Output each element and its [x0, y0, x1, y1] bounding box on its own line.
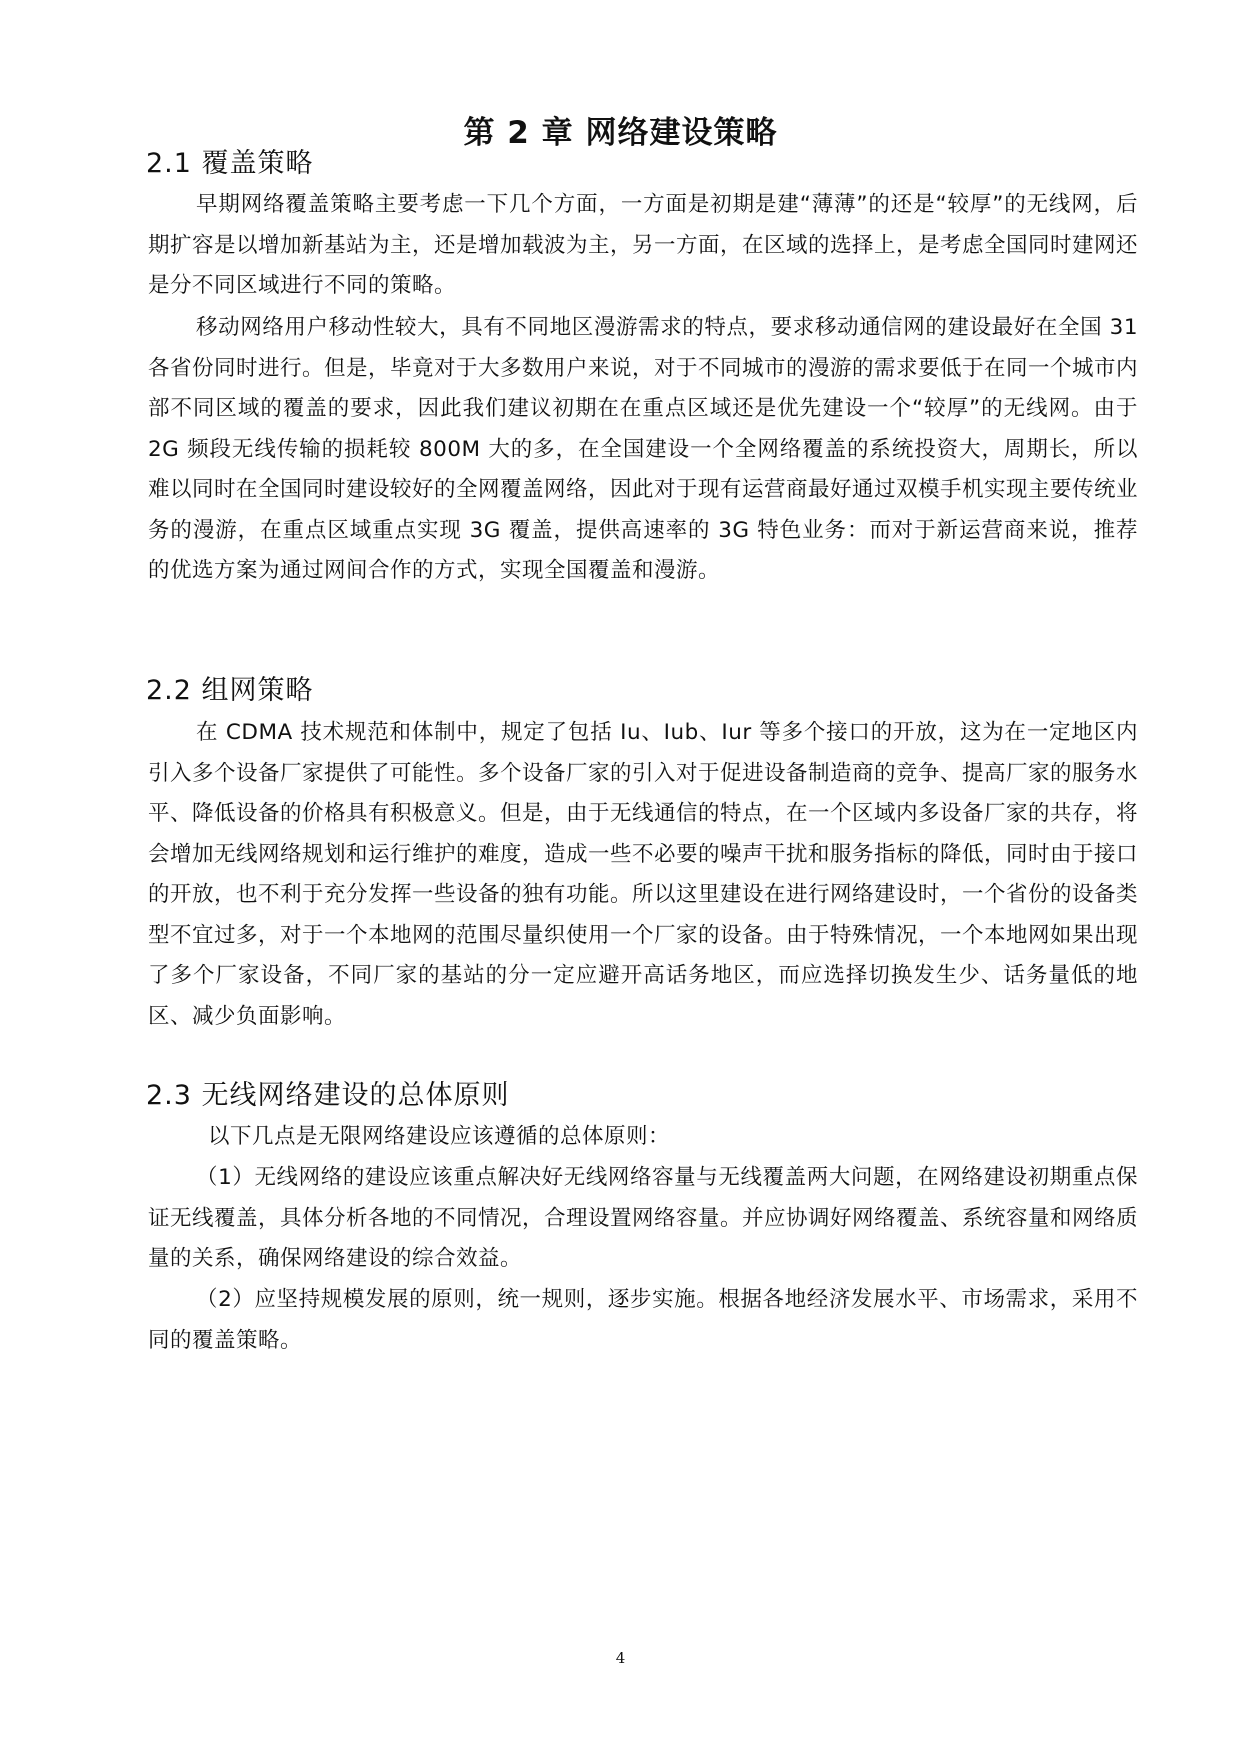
section-heading-2-1: 2.1 覆盖策略: [146, 148, 314, 179]
paragraph: 在 CDMA 技术规范和体制中，规定了包括 Iu、Iub、Iur 等多个接口的开放，这为在一定地区内引入多个设备厂家提供了可能性。多个设备厂家的引入对于促进设备制造商的竞争、提高厂家的服务水平、降低设备的价格具有积极意义。但是，由于无线通信的特点，在一个区域内多设备厂家的共存，将会增加无线网络规划和运行维护的难度，造成一些不必要的噪声干扰和服务指标的降低，同时由于接口的开放，也不利于充分发挥一些设备的独有功能。所以这里建设在进行网络建设时，一个省份的设备类型不宜过多，对于一个本地网的范围尽量织使用一个厂家的设备。由于特殊情况，一个本地网如果出现了多个厂家设备，不同厂家的基站的分一定应避开高话务地区，而应选择切换发生少、话务量低的地区、减少负面影响。: [148, 720, 1139, 1029]
paragraph: 早期网络覆盖策略主要考虑一下几个方面，一方面是初期是建“薄薄”的还是“较厚”的无线网，后期扩容是以增加新基站为主，还是增加载波为主，另一方面，在区域的选择上，是考虑全国同时建网还是分不同区域进行不同的策略。: [148, 192, 1139, 298]
section-heading-2-3: 2.3 无线网络建设的总体原则: [146, 1080, 510, 1111]
paragraph: 移动网络用户移动性较大，具有不同地区漫游需求的特点，要求移动通信网的建设最好在全国 31 各省份同时进行。但是，毕竟对于大多数用户来说，对于不同城市的漫游的需求要低于在同一个城市内部不同区域的覆盖的要求，因此我们建议初期在在重点区域还是优先建设一个“较厚”的无线网。由于 2G 频段无线传输的损耗较 800M 大的多，在全国建设一个全网络覆盖的系统投资大，周期长，所以难以同时在全国同时建设较好的全网覆盖网络，因此对于现有运营商最好通过双模手机实现主要传统业务的漫游，在重点区域重点实现 3G 覆盖，提供高速率的 3G 特色业务：而对于新运营商来说，推荐的优选方案为通过网间合作的方式，实现全国覆盖和漫游。: [148, 315, 1139, 583]
paragraph: （2）应坚持规模发展的原则，统一规则，逐步实施。根据各地经济发展水平、市场需求，采用不同的覆盖策略。: [148, 1287, 1138, 1353]
page-number: 4: [615, 1649, 626, 1667]
paragraph: （1）无线网络的建设应该重点解决好无线网络容量与无线覆盖两大问题，在网络建设初期重点保证无线覆盖，具体分析各地的不同情况，合理设置网络容量。并应协调好网络覆盖、系统容量和网络质量的关系，确保网络建设的综合效益。: [148, 1165, 1139, 1271]
paragraph: 以下几点是无限网络建设应该遵循的总体原则：: [208, 1124, 671, 1149]
section-heading-2-2: 2.2 组网策略: [146, 675, 314, 706]
chapter-title: 第 2 章 网络建设策略: [463, 115, 778, 151]
